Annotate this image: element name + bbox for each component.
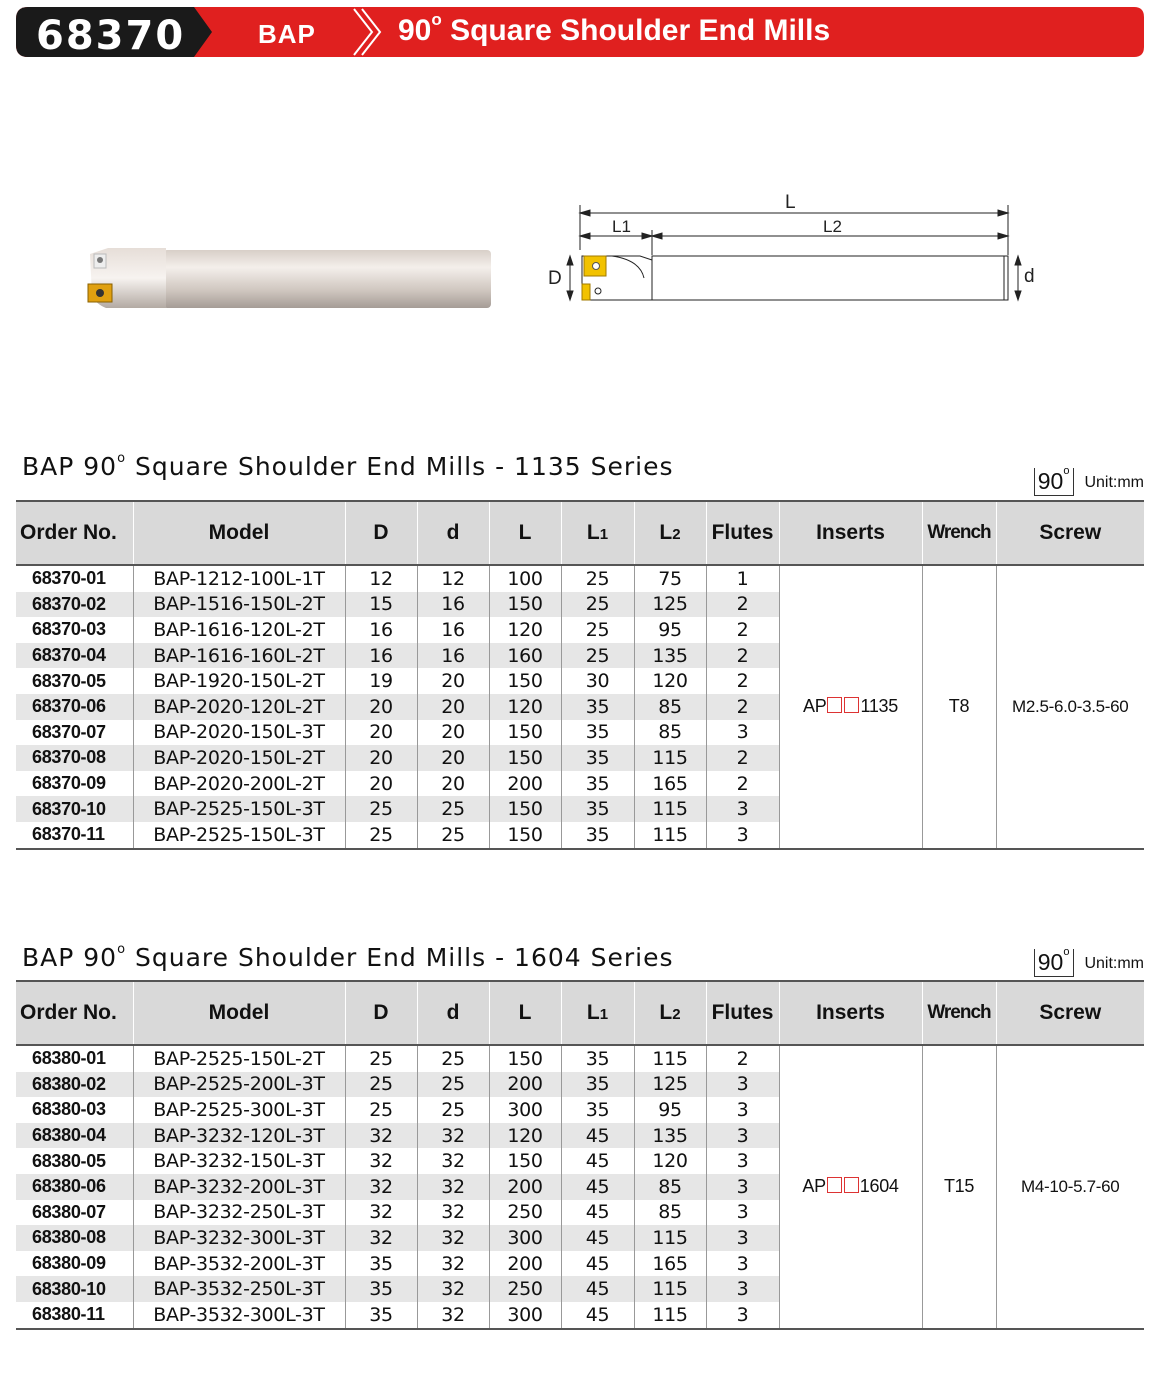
spec-table-1604 — [16, 980, 1144, 1330]
cell-order-no: 68380-07 — [32, 1201, 106, 1222]
cell-L: 120 — [489, 617, 561, 643]
placeholder-box-icon — [827, 697, 842, 713]
cell-d: 12 — [417, 565, 489, 592]
cell-model: BAP-2020-200L-2T — [133, 771, 345, 797]
cell-L: 300 — [489, 1302, 561, 1329]
cell-order-no: 68380-02 — [16, 1072, 133, 1098]
product-code: 68370 — [36, 13, 186, 59]
col-order-no: Order No. — [16, 501, 133, 565]
cell-L1: 35 — [561, 745, 634, 771]
cell-d: 25 — [417, 1045, 489, 1072]
cell-flutes: 3 — [706, 822, 779, 849]
cell-D: 35 — [345, 1302, 417, 1329]
cell-model: BAP-2525-150L-2T — [133, 1045, 345, 1072]
cell-d: 25 — [417, 1097, 489, 1123]
cell-flutes: 3 — [706, 1251, 779, 1277]
angle-badge: 90$^o$ — [1034, 468, 1075, 496]
cell-L2: 85 — [634, 694, 706, 720]
cell-order-no: 68380-01 — [32, 1048, 106, 1069]
cell-d: 20 — [417, 694, 489, 720]
cell-L: 150 — [489, 1045, 561, 1072]
cell-L1: 45 — [561, 1251, 634, 1277]
cell-D: 32 — [345, 1123, 417, 1149]
cell-model: BAP-1616-160L-2T — [133, 643, 345, 669]
cell-d: 25 — [417, 822, 489, 849]
cell-L: 200 — [489, 1251, 561, 1277]
dim-D-label: D — [548, 268, 562, 289]
col-model: Model — [133, 501, 345, 565]
cell-D: 20 — [345, 720, 417, 746]
section-title-1135: BAP 90$^o$ Square Shoulder End Mills - 1135 Series — [22, 450, 674, 481]
cell-flutes: 2 — [706, 668, 779, 694]
cell-order-no: 68370-06 — [16, 694, 133, 720]
cell-flutes: 2 — [706, 694, 779, 720]
cell-L: 150 — [489, 720, 561, 746]
cell-L: 200 — [489, 771, 561, 797]
cell-L2: 115 — [634, 1302, 706, 1329]
cell-model: BAP-3232-250L-3T — [133, 1200, 345, 1226]
cell-D: 20 — [345, 745, 417, 771]
cell-flutes: 2 — [706, 771, 779, 797]
unit-note-1604: 90$^o$Unit:mm — [1034, 947, 1144, 975]
cell-wrench: T15 — [922, 1045, 996, 1329]
cell-order-no: 68380-08 — [16, 1225, 133, 1251]
cell-L: 150 — [489, 822, 561, 849]
cell-D: 32 — [345, 1225, 417, 1251]
cell-D: 20 — [345, 771, 417, 797]
cell-flutes: 3 — [706, 796, 779, 822]
cell-model: BAP-3532-300L-3T — [133, 1302, 345, 1329]
inserts-suffix: 1604 — [859, 1176, 899, 1197]
cell-L: 150 — [489, 1148, 561, 1174]
cell-L: 120 — [489, 1123, 561, 1149]
cell-D: 25 — [345, 1097, 417, 1123]
col-D: D — [345, 981, 417, 1045]
cell-order-no: 68370-10 — [16, 796, 133, 822]
table-row — [16, 565, 1144, 592]
cell-L2: 95 — [634, 1097, 706, 1123]
cell-L2: 85 — [634, 1200, 706, 1226]
cell-L2: 115 — [634, 1276, 706, 1302]
cell-D: 20 — [345, 694, 417, 720]
cell-D: 16 — [345, 617, 417, 643]
cell-flutes: 3 — [706, 1276, 779, 1302]
cell-D: 35 — [345, 1251, 417, 1277]
cell-D: 25 — [345, 1045, 417, 1072]
cell-model: BAP-3532-200L-3T — [133, 1251, 345, 1277]
cell-order-no: 68380-10 — [16, 1276, 133, 1302]
cell-L1: 30 — [561, 668, 634, 694]
cell-model: BAP-2020-150L-3T — [133, 720, 345, 746]
col-d: d — [417, 981, 489, 1045]
cell-L1: 25 — [561, 592, 634, 618]
cell-d: 32 — [417, 1148, 489, 1174]
angle-badge: 90$^o$ — [1034, 949, 1075, 977]
col-screw: Screw — [996, 981, 1144, 1045]
cell-inserts — [779, 1045, 922, 1329]
cell-d: 32 — [417, 1174, 489, 1200]
cell-order-no: 68370-01 — [32, 568, 106, 589]
cell-model: BAP-3532-250L-3T — [133, 1276, 345, 1302]
cell-L2: 115 — [634, 745, 706, 771]
cell-L: 200 — [489, 1072, 561, 1098]
col-inserts: Inserts — [779, 981, 922, 1045]
cell-D: 25 — [345, 1072, 417, 1098]
cell-order-no: 68380-04 — [16, 1123, 133, 1149]
cell-flutes: 3 — [706, 1072, 779, 1098]
cell-d: 32 — [417, 1302, 489, 1329]
col-L: L — [489, 981, 561, 1045]
section-title-1604: BAP 90$^o$ Square Shoulder End Mills - 1604 Series — [22, 941, 674, 972]
unit-note-1135: 90$^o$Unit:mm — [1034, 466, 1144, 494]
placeholder-box-icon — [844, 1177, 859, 1193]
cell-L: 120 — [489, 694, 561, 720]
dim-L2-label: L2 — [823, 217, 842, 236]
cell-screw: M4-10-5.7-60 — [996, 1045, 1144, 1329]
col-L: L — [489, 501, 561, 565]
cell-model: BAP-2525-300L-3T — [133, 1097, 345, 1123]
col-L1: L1 — [561, 981, 634, 1045]
dim-L1-label: L1 — [612, 217, 631, 236]
col-L2: L2 — [634, 501, 706, 565]
cell-L2: 75 — [634, 565, 706, 592]
cell-d: 32 — [417, 1251, 489, 1277]
cell-L2: 85 — [634, 1174, 706, 1200]
cell-D: 35 — [345, 1276, 417, 1302]
col-L1: L1 — [561, 501, 634, 565]
cell-order-no: 68380-03 — [32, 1099, 106, 1120]
cell-L2: 120 — [634, 1148, 706, 1174]
cell-L2: 165 — [634, 771, 706, 797]
cell-L2: 120 — [634, 668, 706, 694]
col-wrench: Wrench — [922, 501, 996, 565]
cell-L2: 85 — [634, 720, 706, 746]
cell-flutes: 2 — [706, 745, 779, 771]
cell-order-no: 68370-07 — [32, 721, 106, 742]
table-header-row — [16, 501, 1144, 565]
cell-L: 150 — [489, 668, 561, 694]
cell-flutes: 3 — [706, 720, 779, 746]
cell-d: 20 — [417, 668, 489, 694]
spec-table-1135 — [16, 500, 1144, 850]
cell-L1: 45 — [561, 1174, 634, 1200]
col-inserts: Inserts — [779, 501, 922, 565]
cell-model: BAP-1616-120L-2T — [133, 617, 345, 643]
placeholder-box-icon — [827, 1177, 842, 1193]
cell-order-no: 68380-06 — [16, 1174, 133, 1200]
cell-L2: 115 — [634, 796, 706, 822]
cell-flutes: 3 — [706, 1200, 779, 1226]
cell-D: 25 — [345, 796, 417, 822]
col-screw: Screw — [996, 501, 1144, 565]
cell-order-no: 68370-11 — [32, 824, 105, 845]
cell-flutes: 3 — [706, 1302, 779, 1329]
cell-flutes: 3 — [706, 1123, 779, 1149]
cell-d: 32 — [417, 1276, 489, 1302]
cell-L1: 35 — [561, 694, 634, 720]
col-d: d — [417, 501, 489, 565]
col-L2: L2 — [634, 981, 706, 1045]
cell-L: 150 — [489, 745, 561, 771]
cell-flutes: 2 — [706, 617, 779, 643]
cell-L: 250 — [489, 1276, 561, 1302]
col-flutes: Flutes — [706, 501, 779, 565]
cell-L1: 25 — [561, 617, 634, 643]
cell-d: 32 — [417, 1200, 489, 1226]
cell-L: 250 — [489, 1200, 561, 1226]
cell-flutes: 3 — [706, 1097, 779, 1123]
cell-model: BAP-2525-200L-3T — [133, 1072, 345, 1098]
cell-L: 150 — [489, 592, 561, 618]
cell-order-no: 68380-11 — [32, 1304, 105, 1325]
cell-model: BAP-2525-150L-3T — [133, 796, 345, 822]
cell-L1: 35 — [561, 822, 634, 849]
cell-L1: 35 — [561, 1072, 634, 1098]
cell-d: 16 — [417, 643, 489, 669]
cell-model: BAP-3232-300L-3T — [133, 1225, 345, 1251]
cell-L2: 115 — [634, 1225, 706, 1251]
cell-L1: 45 — [561, 1123, 634, 1149]
cell-D: 25 — [345, 822, 417, 849]
cell-L1: 35 — [561, 720, 634, 746]
cell-L1: 35 — [561, 1045, 634, 1072]
col-model: Model — [133, 981, 345, 1045]
cell-model: BAP-1212-100L-1T — [133, 565, 345, 592]
cell-order-no: 68380-09 — [32, 1253, 106, 1274]
table-header-row — [16, 981, 1144, 1045]
dimension-drawing — [540, 190, 1040, 315]
cell-model: BAP-2525-150L-3T — [133, 822, 345, 849]
cell-flutes: 2 — [706, 1045, 779, 1072]
end-mill-photo — [78, 240, 498, 320]
cell-flutes: 2 — [706, 643, 779, 669]
cell-d: 16 — [417, 592, 489, 618]
cell-d: 32 — [417, 1225, 489, 1251]
cell-L1: 25 — [561, 565, 634, 592]
cell-L: 300 — [489, 1225, 561, 1251]
cell-L: 300 — [489, 1097, 561, 1123]
header-banner — [16, 7, 1144, 57]
cell-model: BAP-3232-200L-3T — [133, 1174, 345, 1200]
cell-L1: 35 — [561, 771, 634, 797]
cell-L2: 135 — [634, 1123, 706, 1149]
cell-L1: 45 — [561, 1148, 634, 1174]
cell-L: 160 — [489, 643, 561, 669]
cell-L2: 115 — [634, 1045, 706, 1072]
cell-D: 16 — [345, 643, 417, 669]
cell-L: 200 — [489, 1174, 561, 1200]
cell-order-no: 68370-02 — [16, 592, 133, 618]
cell-D: 12 — [345, 565, 417, 592]
cell-order-no: 68370-03 — [32, 619, 106, 640]
cell-d: 32 — [417, 1123, 489, 1149]
cell-order-no: 68370-08 — [16, 745, 133, 771]
cell-D: 32 — [345, 1200, 417, 1226]
inserts-prefix: AP — [802, 1176, 826, 1197]
cell-model: BAP-1920-150L-2T — [133, 668, 345, 694]
inserts-prefix: AP — [803, 696, 827, 717]
cell-L1: 35 — [561, 1097, 634, 1123]
cell-d: 20 — [417, 745, 489, 771]
cell-L2: 95 — [634, 617, 706, 643]
cell-inserts — [779, 565, 922, 849]
cell-L1: 35 — [561, 796, 634, 822]
cell-flutes: 3 — [706, 1148, 779, 1174]
cell-L: 150 — [489, 796, 561, 822]
cell-flutes: 1 — [706, 565, 779, 592]
cell-d: 16 — [417, 617, 489, 643]
cell-d: 20 — [417, 771, 489, 797]
cell-flutes: 2 — [706, 592, 779, 618]
cell-L1: 45 — [561, 1200, 634, 1226]
cell-L1: 45 — [561, 1225, 634, 1251]
cell-L2: 115 — [634, 822, 706, 849]
brand-label: BAP — [258, 19, 316, 49]
page-title: 90$^o$ Square Shoulder End Mills — [398, 10, 831, 47]
cell-L: 100 — [489, 565, 561, 592]
cell-d: 20 — [417, 720, 489, 746]
cell-D: 19 — [345, 668, 417, 694]
dim-L-label: L — [785, 192, 796, 213]
cell-wrench: T8 — [922, 565, 996, 849]
cell-L2: 125 — [634, 592, 706, 618]
cell-L1: 45 — [561, 1276, 634, 1302]
cell-L1: 45 — [561, 1302, 634, 1329]
cell-flutes: 3 — [706, 1225, 779, 1251]
col-wrench: Wrench — [922, 981, 996, 1045]
cell-L2: 165 — [634, 1251, 706, 1277]
cell-order-no: 68370-09 — [32, 773, 106, 794]
cell-model: BAP-3232-150L-3T — [133, 1148, 345, 1174]
col-order-no: Order No. — [16, 981, 133, 1045]
inserts-suffix: 1135 — [860, 696, 898, 717]
cell-screw: M2.5-6.0-3.5-60 — [996, 565, 1144, 849]
dim-d-label: d — [1024, 266, 1035, 287]
cell-D: 32 — [345, 1174, 417, 1200]
cell-model: BAP-1516-150L-2T — [133, 592, 345, 618]
table-row — [16, 1045, 1144, 1072]
cell-order-no: 68370-05 — [32, 670, 106, 691]
cell-model: BAP-2020-120L-2T — [133, 694, 345, 720]
cell-L1: 25 — [561, 643, 634, 669]
cell-D: 15 — [345, 592, 417, 618]
cell-d: 25 — [417, 796, 489, 822]
cell-L2: 135 — [634, 643, 706, 669]
placeholder-box-icon — [844, 697, 859, 713]
cell-order-no: 68380-05 — [32, 1150, 106, 1171]
cell-D: 32 — [345, 1148, 417, 1174]
col-flutes: Flutes — [706, 981, 779, 1045]
cell-d: 25 — [417, 1072, 489, 1098]
cell-model: BAP-3232-120L-3T — [133, 1123, 345, 1149]
cell-L2: 125 — [634, 1072, 706, 1098]
cell-order-no: 68370-04 — [16, 643, 133, 669]
col-D: D — [345, 501, 417, 565]
cell-flutes: 3 — [706, 1174, 779, 1200]
cell-model: BAP-2020-150L-2T — [133, 745, 345, 771]
